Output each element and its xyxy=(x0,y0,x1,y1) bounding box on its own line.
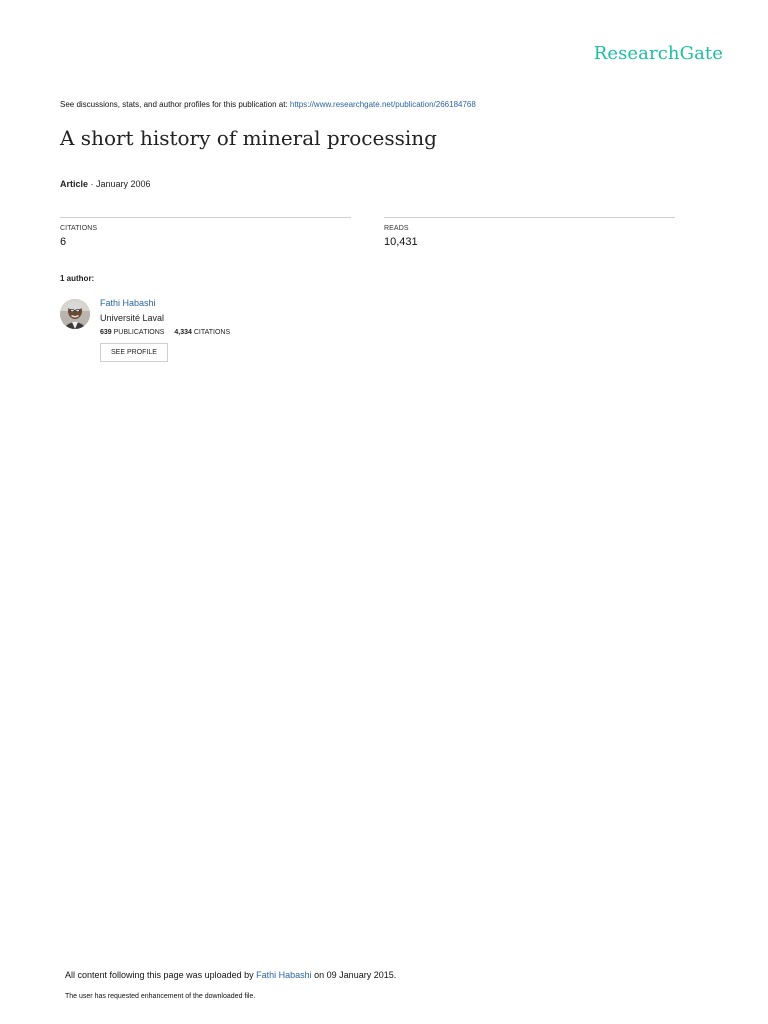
publication-date: January 2006 xyxy=(96,179,151,189)
uploaded-prefix: All content following this page was uploaded by xyxy=(65,970,257,980)
reads-label: READS xyxy=(384,225,409,232)
publication-url-link[interactable]: https://www.researchgate.net/publication/266184768 xyxy=(289,100,476,109)
publication-title: A short history of mineral processing xyxy=(60,126,437,150)
see-profile-button[interactable]: SEE PROFILE xyxy=(100,343,168,362)
publication-type: Article xyxy=(60,179,89,189)
author-stats xyxy=(100,329,230,336)
author-name-link[interactable]: Fathi Habashi xyxy=(100,298,156,308)
citations-label: CITATIONS xyxy=(60,225,98,232)
author-citations-count: 4,334 xyxy=(174,329,192,336)
citations-value: 6 xyxy=(60,236,67,248)
author-avatar[interactable] xyxy=(60,299,90,329)
uploaded-line xyxy=(65,970,396,980)
author-institution: Université Laval xyxy=(100,313,165,323)
author-publications-label: PUBLICATIONS xyxy=(113,329,165,336)
author-citations-label: CITATIONS xyxy=(193,329,231,336)
author-publications-count: 639 xyxy=(100,329,112,336)
uploaded-suffix: on 09 January 2015. xyxy=(311,970,397,980)
publication-meta xyxy=(60,179,151,189)
author-card xyxy=(100,298,230,362)
discussion-line xyxy=(60,100,476,109)
citations-stat xyxy=(60,217,351,248)
researchgate-logo[interactable]: ResearchGate xyxy=(593,43,723,64)
enhancement-note: The user has requested enhancement of the downloaded file. xyxy=(65,993,256,1000)
author-photo-icon xyxy=(60,299,90,329)
meta-separator: · xyxy=(88,179,97,189)
uploader-link[interactable]: Fathi Habashi xyxy=(256,970,312,980)
reads-stat xyxy=(384,217,675,248)
reads-value: 10,431 xyxy=(384,236,418,248)
discussion-prefix: See discussions, stats, and author profiles for this publication at: xyxy=(60,100,290,109)
authors-heading: 1 author: xyxy=(60,274,95,283)
